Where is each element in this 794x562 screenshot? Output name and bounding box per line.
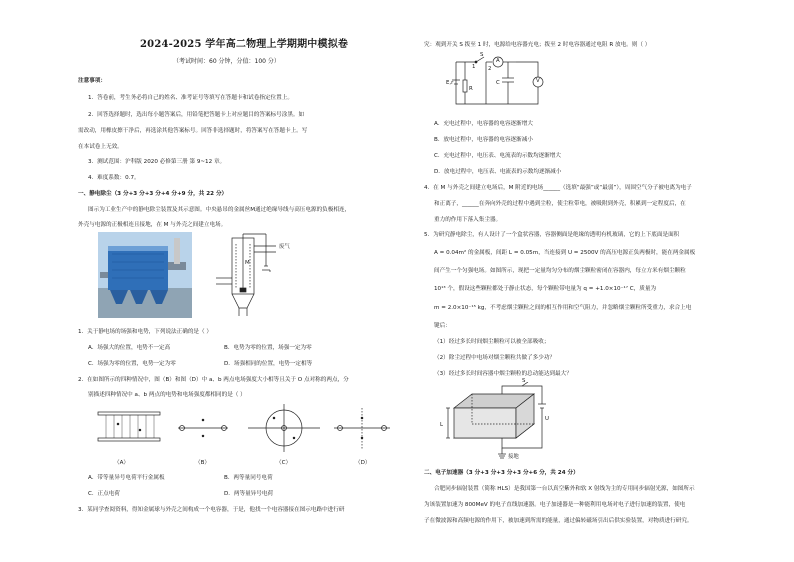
q2-option-c: C．正点电荷 bbox=[88, 491, 120, 497]
q3-option-d: D．放电过程中，电压表、电流表的示数均逐渐减小 bbox=[434, 169, 562, 175]
q2-option-a: A．带等量异号电荷平行金属板 bbox=[88, 475, 165, 481]
circuit-label-c: C bbox=[496, 80, 500, 86]
box-label-l: L bbox=[440, 422, 444, 428]
circuit-label-s: S bbox=[480, 52, 484, 58]
section1-intro-line2: 外壳与电源的正极相连且接地，在 M 与外壳之间建立电场。 bbox=[78, 222, 227, 228]
exam-info: （考试时间：60 分钟，分值：100 分） bbox=[173, 58, 280, 65]
note-2-line3: 在本试卷上无效。 bbox=[78, 144, 123, 150]
q5-part1: （1）经过多长时间烟尘颗粒可以被全部吸收； bbox=[434, 339, 550, 345]
q5-part2: （2）除尘过程中电场对烟尘颗粒共做了多少功？ bbox=[434, 355, 556, 361]
note-4: 4．难度系数：0.7。 bbox=[88, 175, 140, 181]
rc-circuit bbox=[446, 52, 546, 110]
q5-part3: （3）经过多长时间容器中烟尘颗粒的总动能达到最大？ bbox=[434, 371, 572, 377]
q2-stem-line1: 2．在如图所示的四种情况中，图（B）和图（D）中 a、b 两点电场强度大小相等且关于 O 点对称的两点，分 bbox=[78, 377, 349, 383]
section2-line2: 为该装置加速为 800MeV 的电子直线加速器。电子加速器是一种能利用电场对电子进行加速的装置，使电 bbox=[424, 502, 686, 508]
dust-box-figure bbox=[440, 378, 552, 464]
q1-option-c: C．场强为零的位置，电势一定为零 bbox=[88, 361, 176, 367]
circuit-label-1: 1 bbox=[472, 64, 476, 70]
note-3: 3．测试范围：沪科版 2020 必修第三册 第 9~12 章。 bbox=[88, 159, 226, 165]
q5-line2: A = 0.04m² 的金属板，间距 L = 0.05m，当连接到 U = 2500V 的高压电源正负两极时，能在两金属板 bbox=[434, 250, 696, 256]
q2-figures bbox=[78, 400, 396, 458]
wire-m-label: M bbox=[245, 260, 250, 266]
circuit-label-r: R bbox=[469, 86, 473, 92]
q2-fig-b-label: （B） bbox=[195, 460, 211, 466]
box-label-u: U bbox=[545, 416, 549, 422]
circuit-label-v: V bbox=[536, 78, 540, 84]
q2-option-b: B．两等量同号电荷 bbox=[224, 475, 273, 481]
q2-option-d: D．两等量异号电荷 bbox=[224, 491, 274, 497]
q1-option-d: D．场强相同的位置，电势一定相等 bbox=[224, 361, 313, 367]
q5-line4: 10¹³ 个，假设这些颗粒都处于静止状态，每个颗粒带电量为 q = +1.0×10⁻¹⁷ C，质量为 bbox=[434, 286, 657, 292]
notes-heading: 注意事项： bbox=[78, 78, 106, 84]
precipitator-photo bbox=[98, 232, 192, 318]
note-2-line1: 2．回答选择题时，选出每小题答案后，用铅笔把答题卡上对应题目的答案标号涂黑。如 bbox=[88, 112, 305, 118]
section2-line3: 子在微波源和高频电源的作用下，被加速到所需的能量，通过偏转磁场引出后供实验装置，对物质进行研究。 bbox=[424, 518, 693, 524]
q5-line3: 间产生一个匀强电场。如图所示，现把一定量均匀分布的烟尘颗粒密闭在容器内，每立方米有烟尘颗粒 bbox=[434, 268, 686, 274]
q1-option-b: B．电势为零的位置，场强一定为零 bbox=[224, 345, 312, 351]
q5-line6: 键后： bbox=[434, 323, 451, 329]
q3-stem-continued: 究：观到开关 S 拨至 1 时，电源给电容器充电；拨至 2 时电容器通过电阻 R 放电。则（ ） bbox=[424, 42, 651, 48]
q1-option-a: A．场强大的位置，电势不一定高 bbox=[88, 345, 171, 351]
note-1: 1．答卷前，考生务必将自己的姓名、准考证号等填写在答题卡和试卷指定位置上。 bbox=[88, 95, 293, 101]
q5-line1: 5．为研究静电除尘，有人设计了一个盒状容器，容器侧面是绝缘的透明有机玻璃，它的上下底面是面积 bbox=[424, 232, 680, 238]
q2-fig-a-label: （A） bbox=[114, 460, 130, 466]
box-label-ground: 接地 bbox=[508, 454, 519, 460]
note-2-line2: 需改动，用橡皮擦干净后，再选涂其他答案标号。回答非选择题时，将答案写在答题卡上。写 bbox=[78, 128, 308, 134]
q1-stem: 1．关于静电场的场强和电势，下列说法正确的是（ ） bbox=[78, 329, 212, 335]
section1-intro-line1: 图示为工业生产中的静电除尘装置及其示意图。中央悬吊的金属丝M通过绝缘导线与高压电源的负极相连， bbox=[88, 207, 351, 213]
q2-fig-c-label: （C） bbox=[276, 460, 292, 466]
q2-fig-d-label: （D） bbox=[355, 460, 371, 466]
circuit-label-a: A bbox=[496, 58, 500, 64]
section2-line1: 合肥同步辐射装置（简称 HLS）是我国第一台以真空紫外和软 X 射线为主的专用同步辐射光源，如图所示 bbox=[434, 486, 695, 492]
q4-line1: 4．在 M 与外壳之间建立电场后，M 附近的电场______（选填“最强”或“最弱”），周围空气分子被电离为电子 bbox=[424, 185, 692, 191]
q5-line5: m = 2.0×10⁻¹⁵ kg，不考虑烟尘颗粒之间的相互作用和空气阻力，并忽略烟尘颗粒所受重力，求合上电 bbox=[434, 305, 692, 311]
q3-option-c: C．充电过程中，电压表、电流表的示数均逐渐增大 bbox=[434, 153, 561, 159]
q3-option-a: A．充电过程中，电容器的电容逐渐增大 bbox=[434, 121, 533, 127]
circuit-label-2: 2 bbox=[488, 66, 492, 72]
box-label-s: S bbox=[522, 378, 526, 384]
precipitator-schematic bbox=[206, 232, 306, 318]
section1-heading: 一、静电除尘（3 分+3 分+3 分+4 分+9 分，共 22 分） bbox=[78, 191, 228, 197]
section2-heading: 二、电子加速器（3 分+3 分+3 分+3 分+6 分，共 24 分） bbox=[424, 470, 579, 476]
q2-stem-line2: 别描述四种情况中 a、b 两点的电势和电场强度都相同的是（ ） bbox=[88, 392, 246, 398]
q3-stem: 3．某同学查阅资料，得知金属球与外壳之间构成一个电容器，于是，他找一个电容器接在图示电路中进行研 bbox=[78, 507, 345, 513]
q4-line2: 和正离子，______在奔向外壳的过程中遇到尘粒，使尘粒带电，被吸附到外壳，积累到一定程度后，在 bbox=[434, 201, 686, 207]
q3-option-b: B．放电过程中，电容器的电容逐渐减小 bbox=[434, 137, 533, 143]
q4-line3: 重力的作用下落入集尘器。 bbox=[434, 217, 502, 223]
circuit-label-er: E,r bbox=[446, 80, 454, 86]
exam-title: 2024-2025 学年高二物理上学期期中模拟卷 bbox=[140, 39, 349, 50]
exhaust-label: 废气 bbox=[279, 244, 290, 250]
